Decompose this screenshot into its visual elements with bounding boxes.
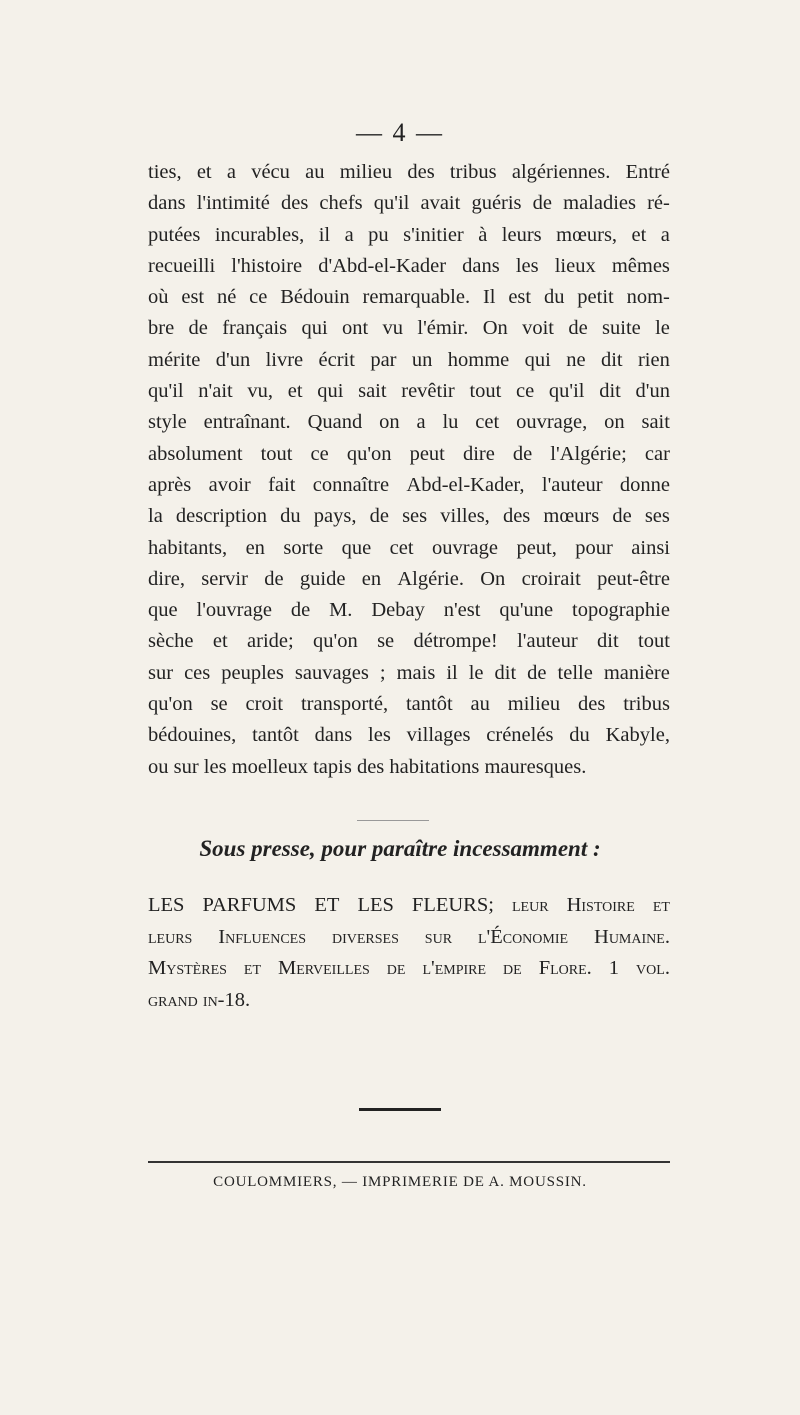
text-line: où est né ce Bédouin remarquable. Il est du petit nom- [148, 286, 670, 309]
text-line: qu'on se croit transporté, tantôt au milieu des tribus [148, 693, 670, 716]
text-line: style entraînant. Quand on a lu cet ouvrage, on sait [148, 411, 670, 434]
text-line: qu'il n'ait vu, et qui sait revêtir tout ce qu'il dit d'un [148, 380, 670, 403]
announcement-line: grand in-18. [148, 988, 251, 1011]
text-line: dans l'intimité des chefs qu'il avait guéris de maladies ré- [148, 192, 670, 215]
announcement-line: Mystères et Merveilles de l'empire de Flore. 1 vol. [148, 957, 670, 979]
announcement-paragraph [148, 890, 670, 1016]
text-line: après avoir fait connaître Abd-el-Kader, l'auteur donne [148, 473, 670, 496]
printer-imprint: COULOMMIERS, — IMPRIMERIE DE A. MOUSSIN. [213, 1174, 587, 1190]
text-line: mérite d'un livre écrit par un homme qui ne dit rien [148, 348, 670, 371]
text-line: que l'ouvrage de M. Debay n'est qu'une topographie [148, 599, 670, 622]
text-line: putées incurables, il a pu s'initier à leurs mœurs, et a [148, 223, 670, 246]
announcement-line: leurs Influences diverses sur l'Économie Humaine. [148, 925, 670, 948]
body-paragraph [148, 157, 670, 783]
text-line: habitants, en sorte que cet ouvrage peut, pour ainsi [148, 536, 670, 559]
text-line: la description du pays, de ses villes, des mœurs de ses [148, 505, 670, 528]
announcement-line: LES PARFUMS ET LES FLEURS; leur Histoire et [148, 894, 670, 916]
footer-rule [148, 1161, 670, 1163]
text-line: dire, servir de guide en Algérie. On croirait peut-être [148, 567, 670, 590]
text-line: sur ces peuples sauvages ; mais il le dit de telle manière [148, 661, 670, 684]
section-divider [357, 820, 429, 821]
announcement-heading: Sous presse, pour paraître incessamment : [199, 836, 601, 861]
text-line: ou sur les moelleux tapis des habitations mauresques. [148, 755, 587, 778]
text-line: sèche et aride; qu'on se détrompe! l'auteur dit tout [148, 630, 670, 653]
text-line: absolument tout ce qu'on peut dire de l'Algérie; car [148, 442, 670, 465]
page-number: — 4 — [356, 118, 444, 147]
text-line: recueilli l'histoire d'Abd-el-Kader dans les lieux mêmes [148, 254, 670, 277]
text-line: ties, et a vécu au milieu des tribus algériennes. Entré [148, 161, 670, 183]
decorative-bar [359, 1108, 441, 1111]
text-line: bédouines, tantôt dans les villages crénelés du Kabyle, [148, 724, 670, 747]
text-line: bre de français qui ont vu l'émir. On voit de suite le [148, 317, 670, 340]
